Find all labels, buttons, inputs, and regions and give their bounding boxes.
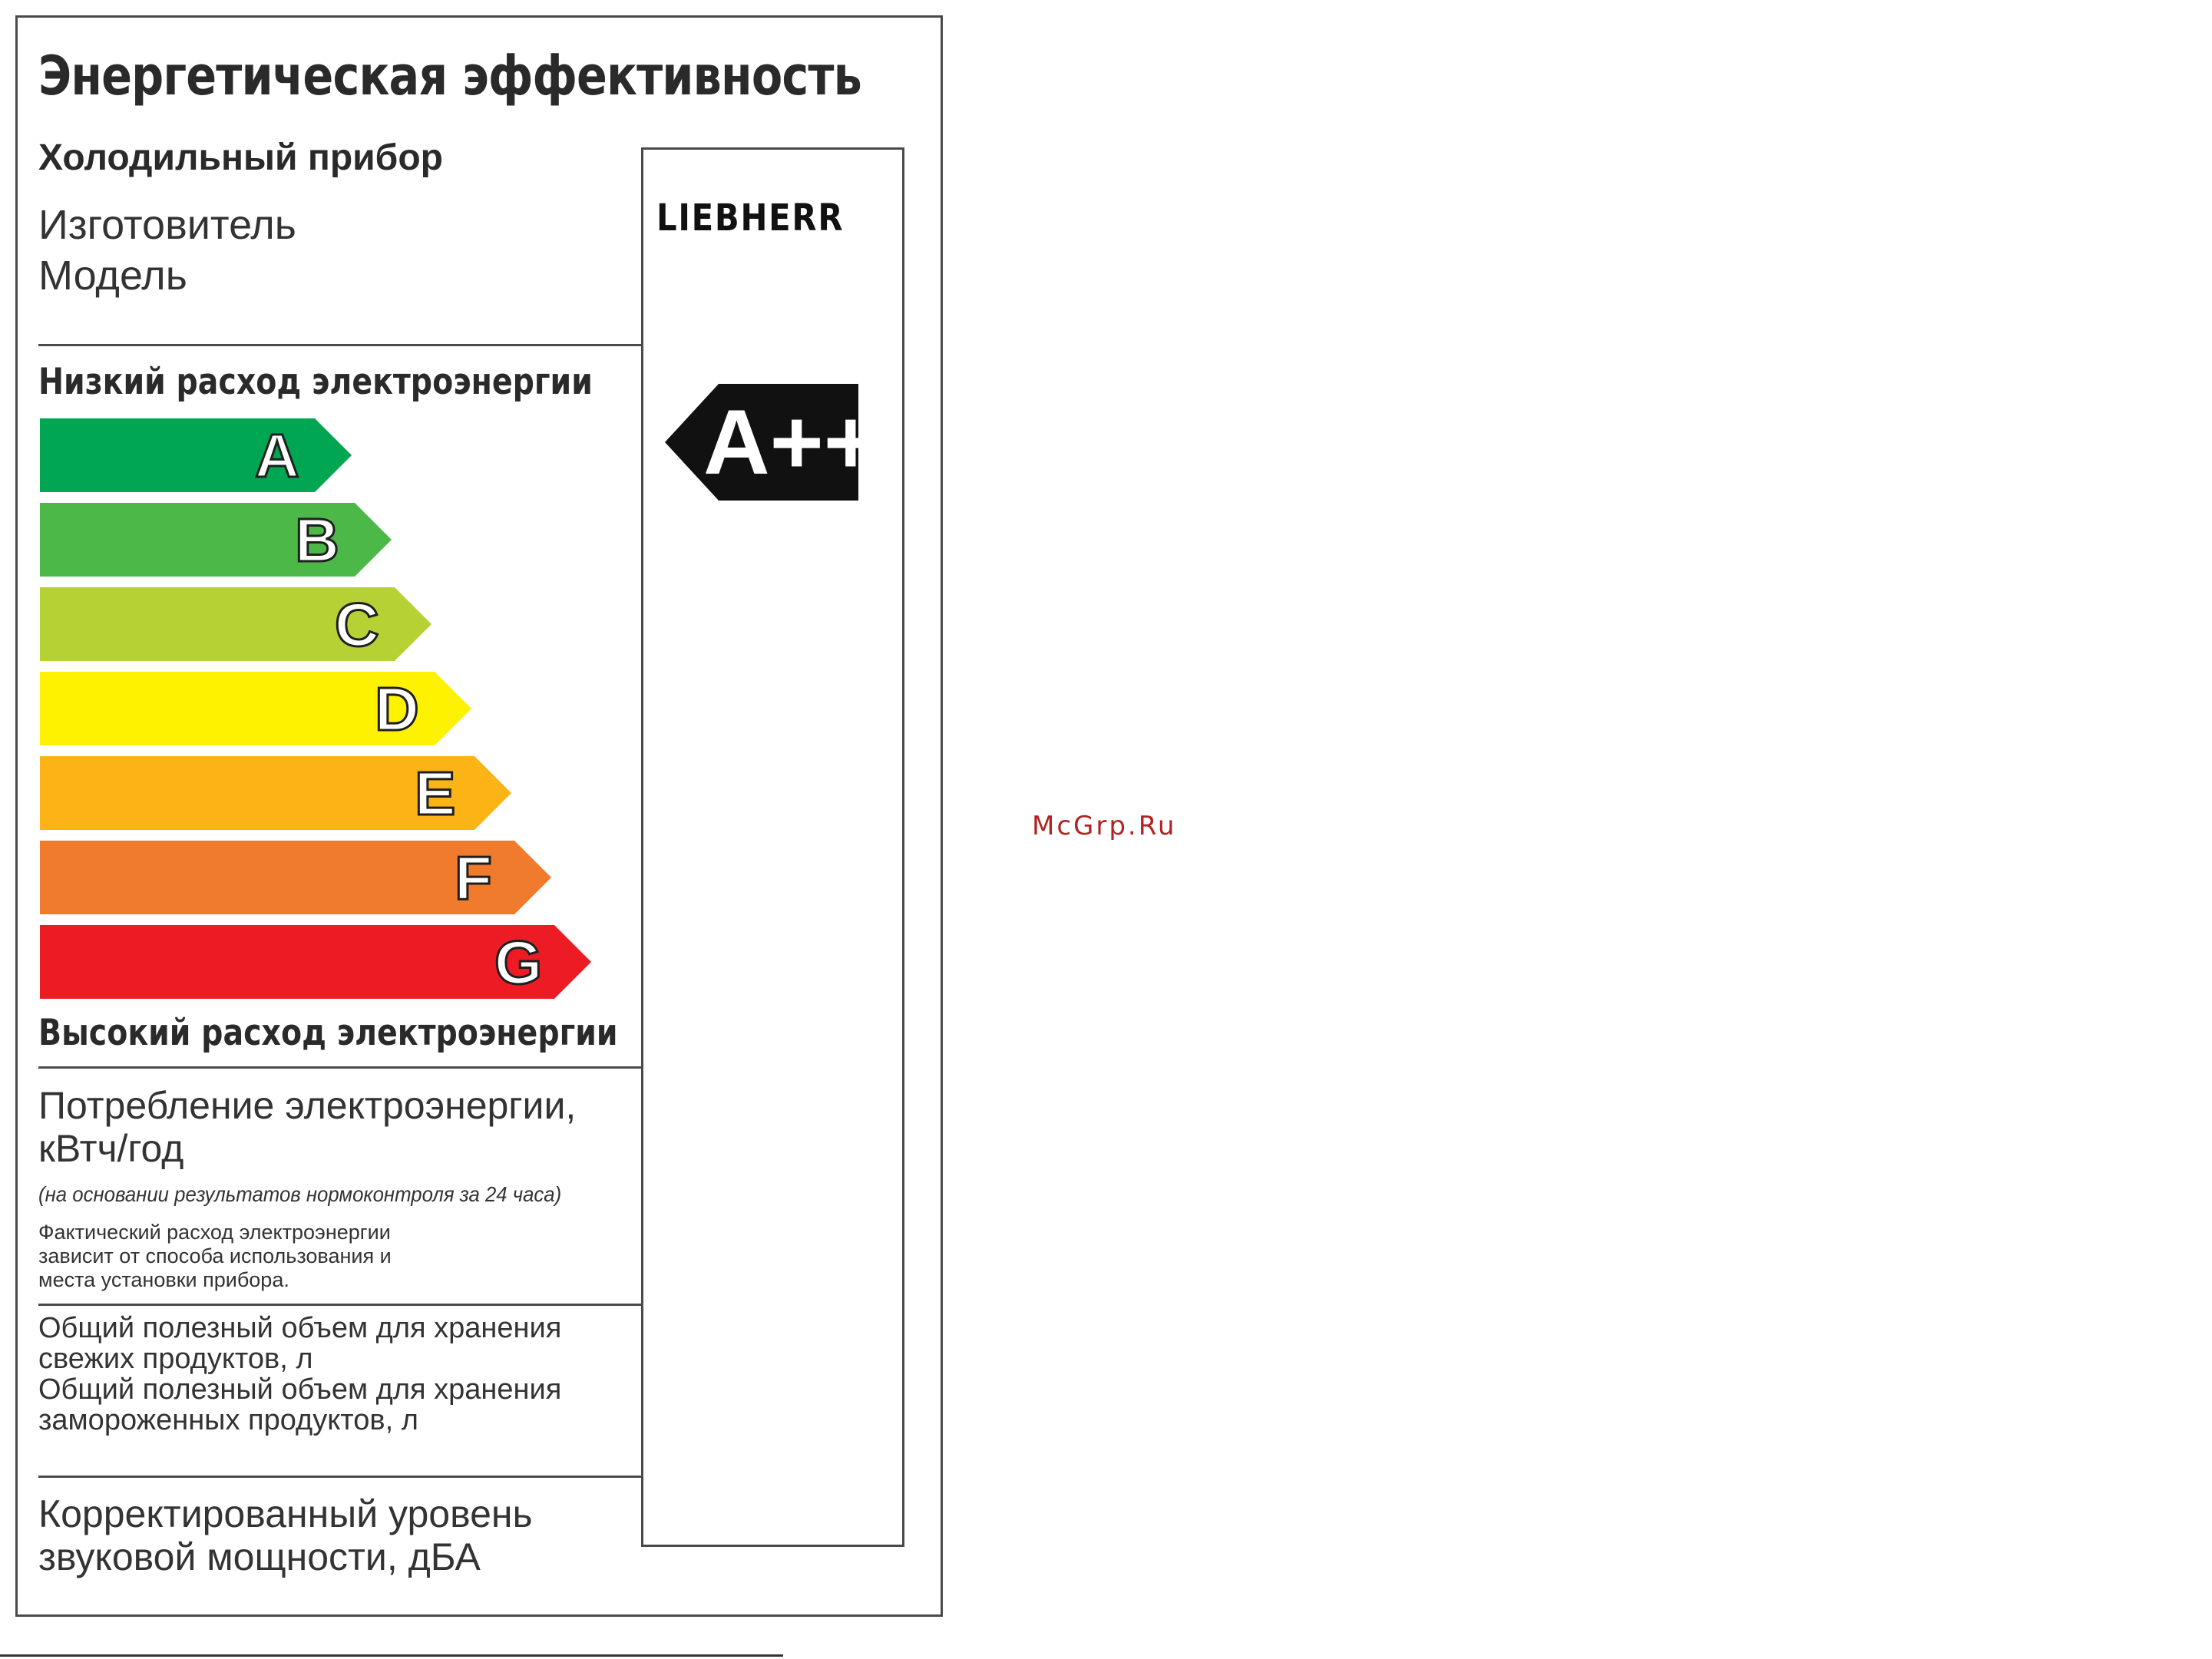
class-letter-a: A xyxy=(255,421,299,490)
actual-consumption-note: Фактический расход электроэнергии зависит от способа использования и места установки прибора. xyxy=(38,1221,392,1291)
class-letter-c: C xyxy=(335,590,379,659)
class-letter-d: D xyxy=(375,675,419,743)
class-bar-a-shape xyxy=(40,418,352,492)
class-letter-e: E xyxy=(415,759,456,828)
divider xyxy=(38,1476,641,1478)
consumption-note: (на основании результатов нормоконтроля за 24 часа) xyxy=(38,1182,562,1206)
model-label: Модель xyxy=(38,253,187,299)
energy-rating-badge xyxy=(665,384,878,501)
watermark: McGrp.Ru xyxy=(1032,811,1177,841)
divider xyxy=(38,344,641,346)
manufacturer-label: Изготовитель xyxy=(38,202,296,248)
rating-panel xyxy=(641,147,904,1547)
frozen-volume-label: Общий полезный объем для хранения замороженных продуктов, л xyxy=(38,1373,562,1436)
consumption-title: Потребление электроэнергии, кВтч/год xyxy=(38,1084,577,1170)
label-title: Энергетическая эффективность xyxy=(38,45,861,107)
energy-rating-value: A++ xyxy=(703,391,878,494)
appliance-type: Холодильный прибор xyxy=(38,137,443,178)
low-consumption-heading: Низкий расход электроэнергии xyxy=(38,361,593,403)
divider xyxy=(38,1066,641,1069)
divider xyxy=(38,1304,641,1306)
class-letter-g: G xyxy=(494,928,543,996)
fresh-volume-label: Общий полезный объем для хранения свежих продуктов, л xyxy=(38,1312,562,1375)
noise-level-label: Корректированный уровень звуковой мощности, дБА xyxy=(38,1492,533,1578)
high-consumption-heading: Высокий расход электроэнергии xyxy=(38,1012,618,1054)
class-letter-f: F xyxy=(455,844,492,912)
page-edge-line xyxy=(0,1654,783,1657)
brand-logo: LIEBHERR xyxy=(656,197,845,240)
class-letter-b: B xyxy=(295,506,339,574)
